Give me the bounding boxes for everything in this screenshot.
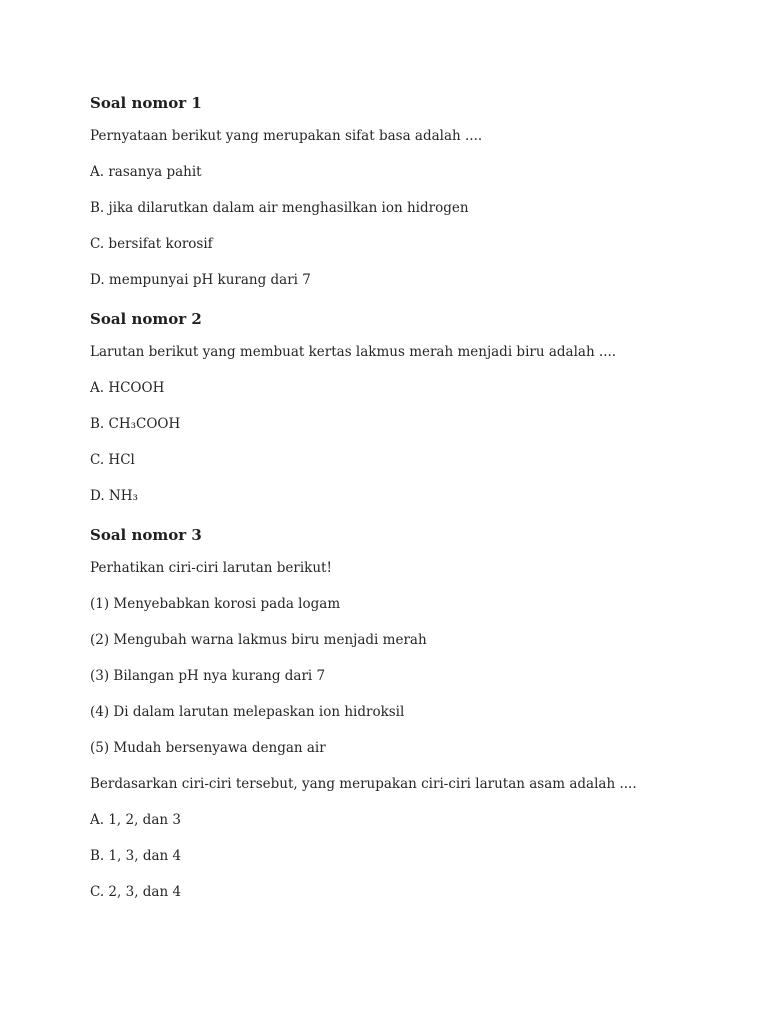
question-2 bbox=[90, 306, 730, 506]
option-d: D. mempunyai pH kurang dari 7 bbox=[90, 272, 311, 288]
statement-4: (4) Di dalam larutan melepaskan ion hidroksil bbox=[90, 704, 405, 720]
question-text: Berdasarkan ciri-ciri tersebut, yang merupakan ciri-ciri larutan asam adalah .... bbox=[90, 776, 637, 792]
question-prompt: Larutan berikut yang membuat kertas lakmus merah menjadi biru adalah .... bbox=[90, 344, 617, 360]
option-a: A. rasanya pahit bbox=[90, 164, 202, 180]
statement-5: (5) Mudah bersenyawa dengan air bbox=[90, 740, 326, 756]
document-page bbox=[90, 90, 730, 918]
option-b: B. jika dilarutkan dalam air menghasilkan ion hidrogen bbox=[90, 200, 469, 216]
statement-3: (3) Bilangan pH nya kurang dari 7 bbox=[90, 668, 326, 684]
question-prompt: Pernyataan berikut yang merupakan sifat basa adalah .... bbox=[90, 128, 483, 144]
option-d: D. NH₃ bbox=[90, 488, 138, 504]
question-3 bbox=[90, 522, 730, 902]
option-b: B. CH₃COOH bbox=[90, 416, 181, 432]
option-c: C. HCl bbox=[90, 452, 135, 468]
option-b: B. 1, 3, dan 4 bbox=[90, 848, 182, 864]
question-heading: Soal nomor 1 bbox=[90, 94, 202, 112]
question-1 bbox=[90, 90, 730, 290]
option-a: A. HCOOH bbox=[90, 380, 165, 396]
question-prompt: Perhatikan ciri-ciri larutan berikut! bbox=[90, 560, 332, 576]
statement-1: (1) Menyebabkan korosi pada logam bbox=[90, 596, 341, 612]
question-heading: Soal nomor 3 bbox=[90, 526, 202, 544]
option-c: C. 2, 3, dan 4 bbox=[90, 884, 182, 900]
option-a: A. 1, 2, dan 3 bbox=[90, 812, 181, 828]
option-c: C. bersifat korosif bbox=[90, 236, 213, 252]
question-heading: Soal nomor 2 bbox=[90, 310, 202, 328]
statement-2: (2) Mengubah warna lakmus biru menjadi merah bbox=[90, 632, 427, 648]
